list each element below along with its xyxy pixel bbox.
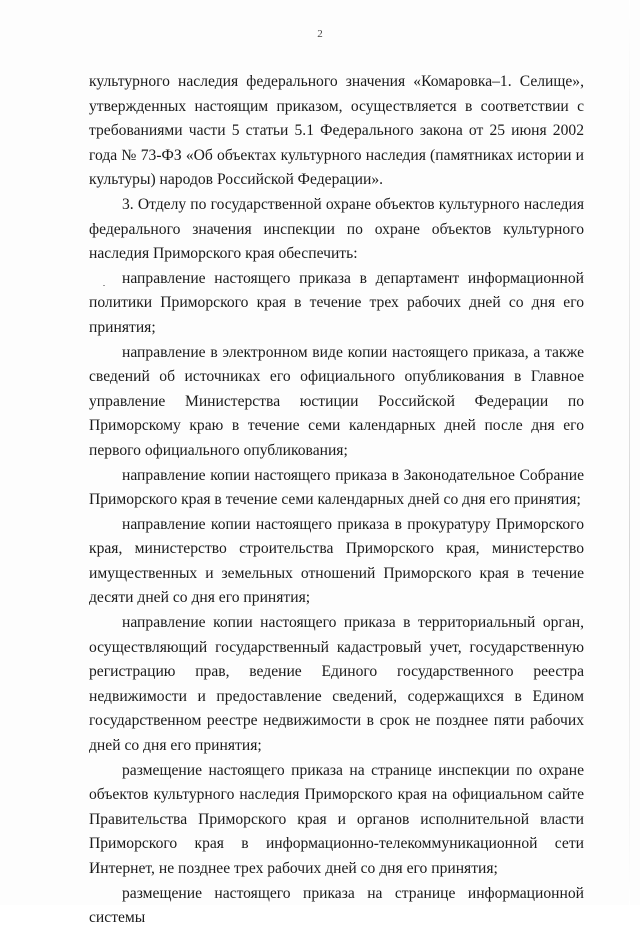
paragraph-prosecutor: направление копии настоящего приказа в прокуратуру Приморского края, министерство строительства Приморского края, министерство имущественных и земельных отношений Приморского края в течение десяти дней со дня его принятия;	[89, 515, 584, 607]
paragraph-info-system: размещение настоящего приказа на странице информационной системы	[89, 884, 584, 927]
paragraph-legislative-assembly: направление копии настоящего приказа в Законодательное Собрание Приморского края в течение семи календарных дней со дня его принятия;	[89, 466, 584, 509]
paragraph-continuation: культурного наследия федерального значения «Комаровка–1. Селище», утвержденных настоящим приказом, осуществляется в соответствии с требованиями части 5 статьи 5.1 Федерального закона от 25 июня 2002 года № 73-ФЗ «Об объектах культурного наследия (памятниках истории и культуры) народов Российской Федерации».	[89, 73, 584, 189]
paragraph-cadastre: направление копии настоящего приказа в территориальный орган, осуществляющий государственный кадастровый учет, государственную регистрацию прав, ведение Единого государственного реестра недвижимости и предоставление сведений, содержащихся в Едином государственном реестре недвижимости в срок не позднее пяти рабочих дней со дня его принятия;	[89, 614, 584, 755]
scan-edge-shadow	[629, 0, 630, 905]
document-body	[89, 70, 584, 931]
paragraph-ministry-justice: направление в электронном виде копии настоящего приказа, а также сведений об источниках его официального опубликования в Главное управление Министерства юстиции Российской Федерации по Приморскому краю в течение семи календарных дней после дня его первого официального опубликования;	[89, 343, 584, 459]
paragraph-item-3: 3. Отделу по государственной охране объектов культурного наследия федерального значения инспекции по охране объектов культурного наследия Приморского края обеспечить:	[89, 195, 584, 263]
paragraph-info-policy: направление настоящего приказа в департамент информационной политики Приморского края в течение трех рабочих дней со дня его принятия;	[89, 269, 584, 336]
paragraph-website: размещение настоящего приказа на странице инспекции по охране объектов культурного наследия Приморского края на официальном сайте Правительства Приморского края и органов исполнительной власти Приморского края в информационно-телекоммуникационной сети Интернет, не позднее трех рабочих дней со дня его принятия;	[89, 761, 584, 877]
page-number: 2	[317, 28, 323, 40]
